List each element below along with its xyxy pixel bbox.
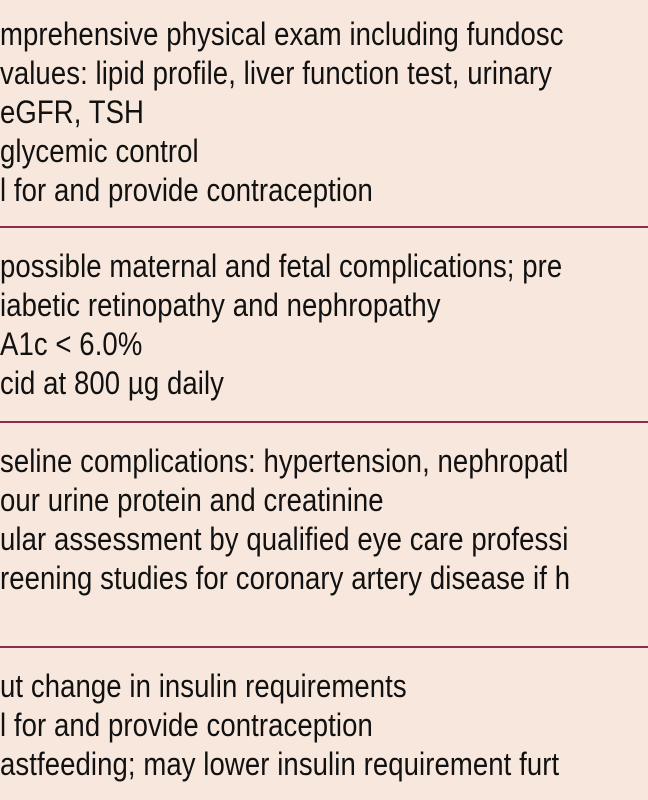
- text-line: l for and provide contraception: [0, 707, 373, 743]
- text-line: mprehensive physical exam including fundosc: [0, 16, 564, 52]
- text-line: A1c < 6.0%: [0, 326, 143, 362]
- text-line: iabetic retinopathy and nephropathy: [0, 287, 441, 323]
- text-line: astfeeding; may lower insulin requirement furt: [0, 746, 560, 782]
- text-line: ut change in insulin requirements: [0, 668, 407, 704]
- text-line: cid at 800 µg daily: [0, 365, 225, 401]
- text-line: our urine protein and creatinine: [0, 482, 384, 518]
- text-line: seline complications: hypertension, nephropatl: [0, 443, 569, 479]
- section-divider: [0, 226, 648, 228]
- text-line: reening studies for coronary artery disease if h: [0, 560, 571, 596]
- text-line: values: lipid profile, liver function test, urinary: [0, 55, 552, 91]
- text-line: ular assessment by qualified eye care professi: [0, 521, 569, 557]
- text-line: eGFR, TSH: [0, 94, 145, 130]
- section-divider: [0, 421, 648, 423]
- text-line: glycemic control: [0, 133, 199, 169]
- text-line: possible maternal and fetal complications; pre: [0, 248, 563, 284]
- section-divider: [0, 646, 648, 648]
- text-line: l for and provide contraception: [0, 172, 373, 208]
